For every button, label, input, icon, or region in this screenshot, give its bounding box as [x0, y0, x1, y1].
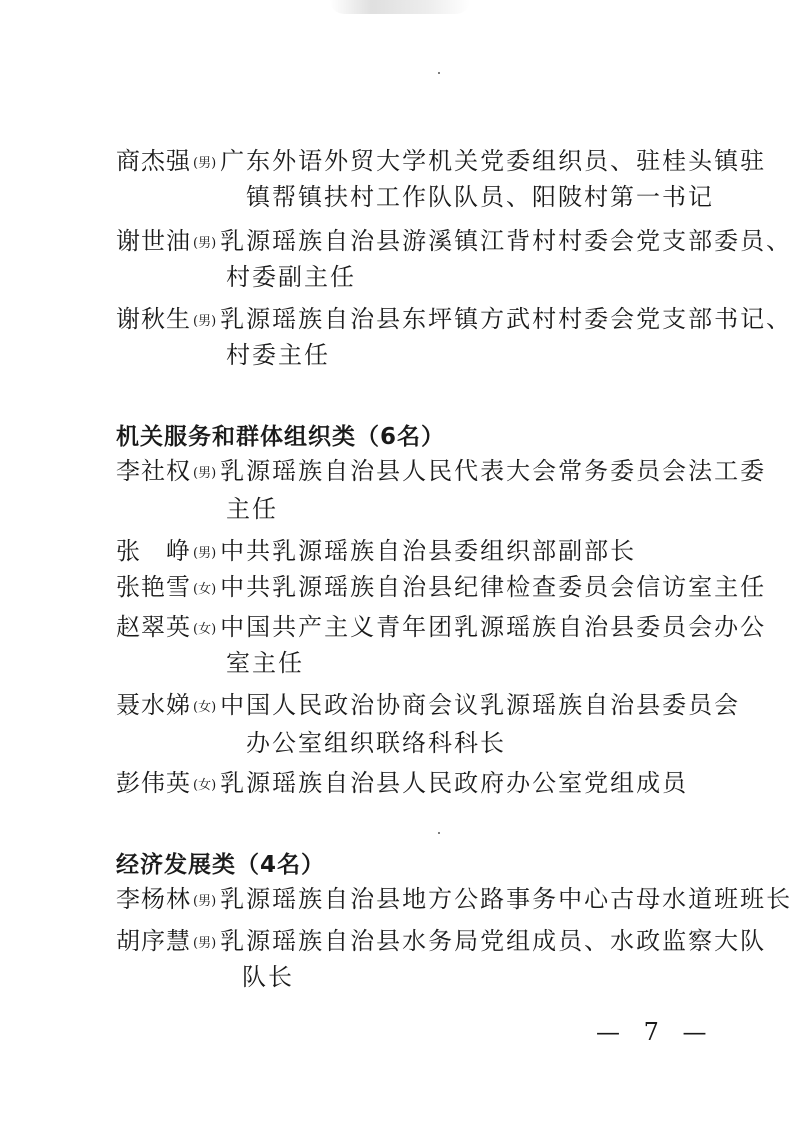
person-gender: (男) — [193, 894, 217, 909]
person-name: 张艳雪 — [116, 573, 191, 601]
person-gender: (女) — [193, 622, 217, 637]
person-name: 胡序慧 — [116, 927, 191, 955]
person-name: 谢世油 — [116, 227, 191, 255]
entry-line-first — [116, 612, 766, 645]
entry-line-first — [116, 536, 636, 569]
person-title: 乳源瑶族自治县东坪镇方武村村委会党支部书记、 — [220, 305, 793, 333]
entry-line-first — [116, 146, 766, 179]
person-title: 中国人民政治协商会议乳源瑶族自治县委员会 — [220, 691, 741, 719]
section-heading: 经济发展类（4名） — [116, 852, 326, 878]
speck — [438, 832, 440, 834]
person-name: 聂水娣 — [116, 691, 191, 719]
person-gender: (男) — [193, 314, 217, 329]
entry-line-first — [116, 884, 792, 917]
seal-fragment — [330, 0, 470, 14]
person-title: 乳源瑶族自治县游溪镇江背村村委会党支部委员、 — [220, 227, 793, 255]
entry-line-first — [116, 304, 792, 337]
person-title: 中国共产主义青年团乳源瑶族自治县委员会办公 — [220, 613, 767, 641]
entry-line-first — [116, 572, 766, 605]
person-title: 中共乳源瑶族自治县纪律检查委员会信访室主任 — [220, 573, 767, 601]
entry-line-continuation: 室主任 — [226, 649, 304, 677]
person-name: 商杰强 — [116, 147, 191, 175]
person-gender: (男) — [193, 546, 217, 561]
speck — [438, 72, 440, 74]
entry-line-first — [116, 226, 792, 259]
person-name: 张 峥 — [116, 537, 191, 565]
entry-line-continuation: 队长 — [242, 963, 294, 991]
person-name: 李社权 — [116, 457, 191, 485]
person-name: 赵翠英 — [116, 613, 191, 641]
entry-line-continuation: 镇帮镇扶村工作队队员、阳陂村第一书记 — [246, 183, 714, 211]
section-heading: 机关服务和群体组织类（6名） — [116, 424, 446, 450]
person-title: 乳源瑶族自治县地方公路事务中心古母水道班班长 — [220, 885, 793, 913]
person-title: 乳源瑶族自治县水务局党组成员、水政监察大队 — [220, 927, 767, 955]
person-name: 彭伟英 — [116, 769, 191, 797]
entry-line-first — [116, 768, 688, 801]
entry-line-first — [116, 456, 766, 489]
person-name: 谢秋生 — [116, 305, 191, 333]
entry-line-continuation: 村委副主任 — [226, 263, 356, 291]
entry-line-continuation: 办公室组织联络科科长 — [246, 729, 506, 757]
person-gender: (女) — [193, 778, 217, 793]
person-gender: (男) — [193, 236, 217, 251]
entry-line-first — [116, 690, 740, 723]
entry-line-continuation: 村委主任 — [226, 341, 330, 369]
person-title: 乳源瑶族自治县人民代表大会常务委员会法工委 — [220, 457, 767, 485]
entry-line-first — [116, 926, 766, 959]
person-title: 广东外语外贸大学机关党委组织员、驻桂头镇驻 — [220, 147, 767, 175]
person-title: 中共乳源瑶族自治县委组织部副部长 — [220, 537, 637, 565]
person-gender: (男) — [193, 936, 217, 951]
page-number: — 7 — — [596, 1018, 715, 1046]
person-title: 乳源瑶族自治县人民政府办公室党组成员 — [220, 769, 689, 797]
person-gender: (女) — [193, 582, 217, 597]
person-gender: (男) — [193, 466, 217, 481]
person-gender: (女) — [193, 700, 217, 715]
person-gender: (男) — [193, 156, 217, 171]
person-name: 李杨林 — [116, 885, 191, 913]
entry-line-continuation: 主任 — [226, 495, 278, 523]
